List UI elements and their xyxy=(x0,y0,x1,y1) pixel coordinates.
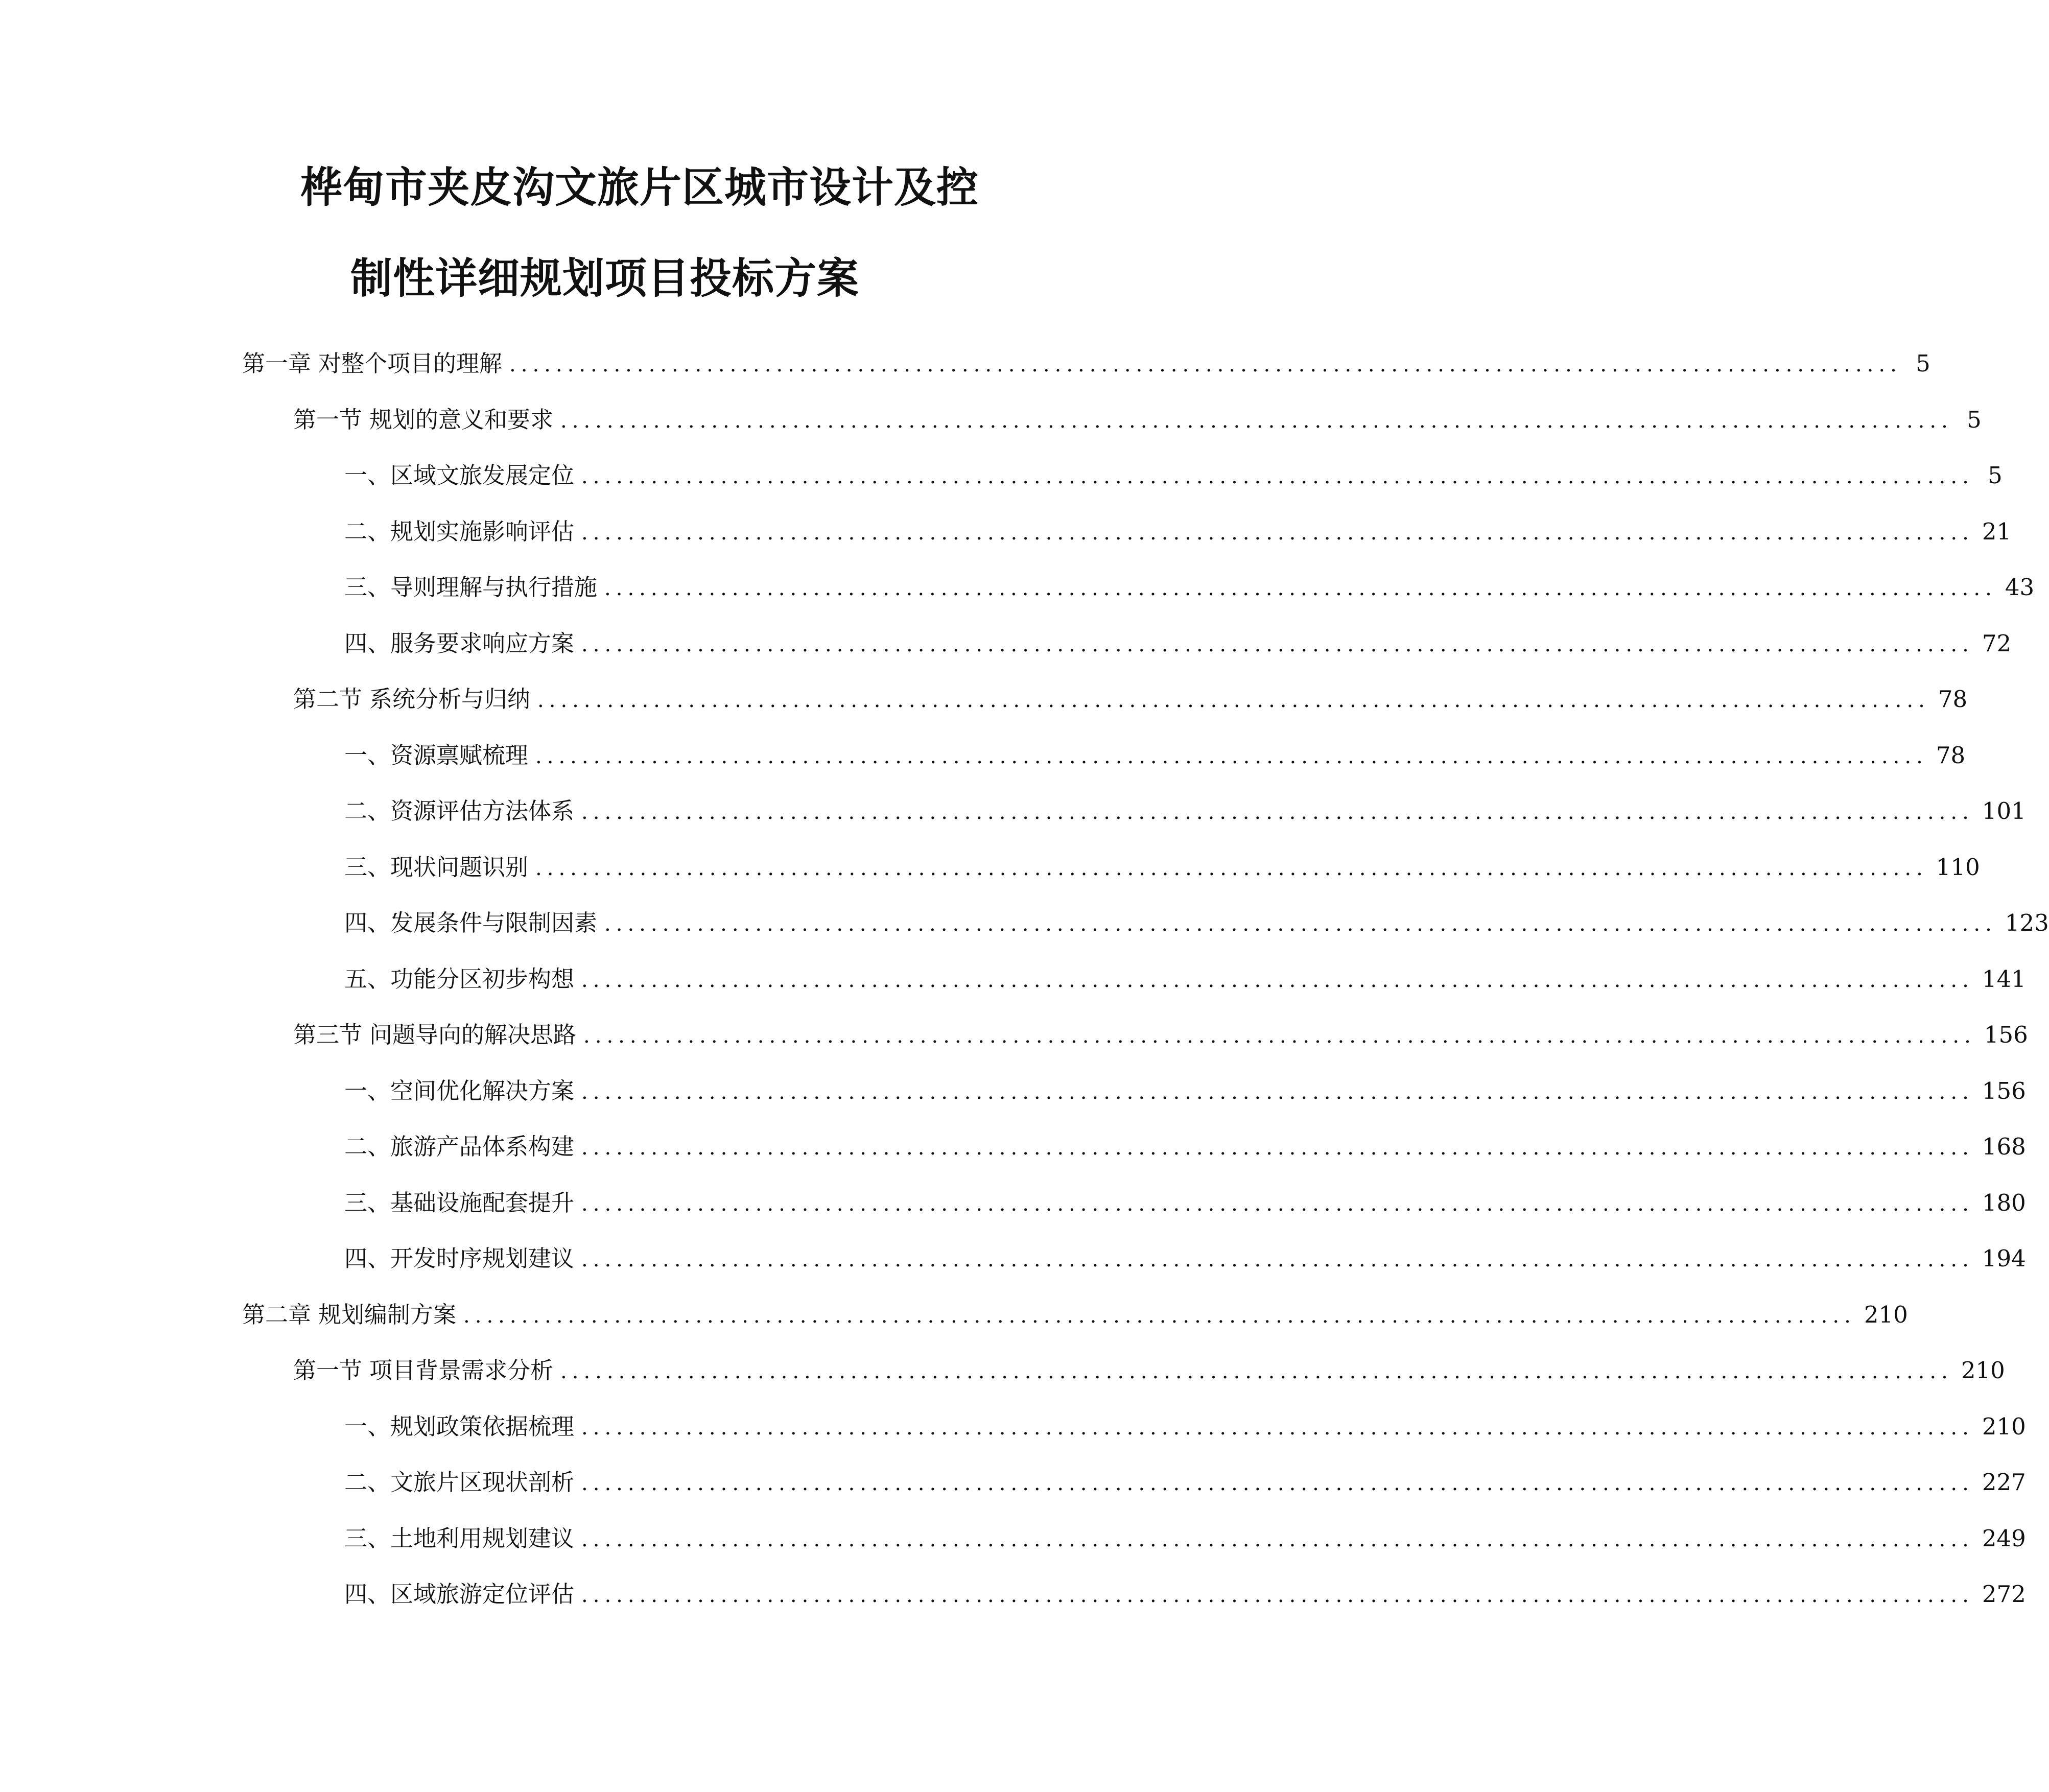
toc-entry[interactable] xyxy=(293,405,1982,435)
toc-entry-page-number: 272 xyxy=(1982,1581,2026,1608)
toc-entry[interactable] xyxy=(344,1411,2026,1442)
toc-entry-page-number: 110 xyxy=(1936,854,1980,881)
toc-entry-page-number: 249 xyxy=(1982,1525,2026,1552)
toc-entry[interactable] xyxy=(344,516,2012,547)
toc-entry-label: 空间优化解决方案 xyxy=(390,1077,575,1104)
toc-entry-page-number: 21 xyxy=(1982,518,2012,545)
toc-entry-page-number: 43 xyxy=(2005,574,2035,601)
toc-entry-page-number: 101 xyxy=(1982,797,2026,824)
document-title-line-2: 制性详细规划项目投标方案 xyxy=(350,254,860,303)
toc-dot-leader: ........................................................................................................................ xyxy=(535,857,1928,880)
toc-dot-leader: ........................................................................................................................ xyxy=(581,969,1974,992)
toc-entry-label: 规划编制方案 xyxy=(318,1301,457,1328)
toc-entry[interactable] xyxy=(344,964,2026,995)
toc-entry[interactable] xyxy=(344,572,2035,603)
toc-entry-label: 项目背景需求分析 xyxy=(369,1357,554,1384)
toc-entry-number: 一、 xyxy=(344,462,391,489)
toc-entry-label: 土地利用规划建议 xyxy=(390,1525,575,1552)
toc-entry-number: 一、 xyxy=(344,1077,391,1104)
toc-entry-label: 现状问题识别 xyxy=(390,854,529,881)
toc-entry[interactable] xyxy=(344,740,1966,771)
toc-dot-leader: ........................................................................................................................ xyxy=(581,1584,1974,1607)
toc-entry[interactable] xyxy=(344,1076,2026,1106)
toc-entry-page-number: 156 xyxy=(1984,1021,2028,1048)
toc-entry-page-number: 194 xyxy=(1982,1245,2026,1272)
toc-entry-number: 四、 xyxy=(344,909,391,936)
toc-entry-label: 区域旅游定位评估 xyxy=(390,1581,575,1608)
toc-dot-leader: ........................................................................................................................ xyxy=(581,1136,1974,1160)
toc-entry-page-number: 123 xyxy=(2005,909,2049,936)
toc-entry[interactable] xyxy=(293,684,1968,715)
toc-dot-leader: ........................................................................................................................ xyxy=(537,689,1930,712)
toc-entry-label: 对整个项目的理解 xyxy=(318,350,503,377)
toc-entry-label: 规划政策依据梳理 xyxy=(390,1413,575,1440)
toc-entry-page-number: 180 xyxy=(1982,1189,2026,1216)
toc-entry-label: 区域文旅发展定位 xyxy=(390,462,575,489)
toc-dot-leader: ........................................................................................................................ xyxy=(581,1528,1974,1551)
toc-entry-number: 第二章 xyxy=(242,1301,312,1328)
toc-entry-page-number: 210 xyxy=(1961,1357,2005,1384)
toc-entry-page-number: 210 xyxy=(1864,1301,1908,1328)
toc-dot-leader: ........................................................................................................................ xyxy=(581,1472,1974,1495)
toc-entry-number: 第一节 xyxy=(293,1357,363,1384)
toc-entry-page-number: 5 xyxy=(1967,406,1982,433)
toc-entry-label: 规划的意义和要求 xyxy=(369,406,554,433)
toc-entry-number: 第一节 xyxy=(293,406,363,433)
toc-dot-leader: ........................................................................................................................ xyxy=(581,1080,1974,1104)
toc-entry-page-number: 5 xyxy=(1988,462,2003,489)
toc-entry-page-number: 5 xyxy=(1916,350,1930,377)
toc-entry-page-number: 210 xyxy=(1982,1413,2026,1440)
toc-entry-page-number: 78 xyxy=(1938,686,1968,713)
toc-entry[interactable] xyxy=(242,348,1930,379)
toc-entry-page-number: 227 xyxy=(1982,1469,2026,1496)
toc-entry-number: 二、 xyxy=(344,1469,391,1496)
toc-dot-leader: ........................................................................................................................ xyxy=(581,521,1974,545)
toc-entry[interactable] xyxy=(344,908,2049,938)
toc-entry-label: 功能分区初步构想 xyxy=(390,965,575,993)
toc-entry-number: 二、 xyxy=(344,1133,391,1160)
toc-dot-leader: ........................................................................................................................ xyxy=(581,1416,1974,1440)
toc-dot-leader: ........................................................................................................................ xyxy=(535,745,1928,768)
toc-entry-label: 服务要求响应方案 xyxy=(390,630,575,657)
toc-dot-leader: ........................................................................................................................ xyxy=(560,1360,1953,1383)
toc-entry-label: 规划实施影响评估 xyxy=(390,518,575,545)
toc-entry-label: 基础设施配套提升 xyxy=(390,1189,575,1216)
toc-entry[interactable] xyxy=(293,1020,2028,1050)
toc-entry-number: 四、 xyxy=(344,630,391,657)
toc-entry-number: 四、 xyxy=(344,1245,391,1272)
toc-entry[interactable] xyxy=(344,796,2026,827)
toc-entry-number: 三、 xyxy=(344,574,391,601)
toc-entry-number: 三、 xyxy=(344,1525,391,1552)
document-title-line-1: 桦甸市夹皮沟文旅片区城市设计及控 xyxy=(300,163,979,212)
toc-dot-leader: ........................................................................................................................ xyxy=(581,800,1974,824)
toc-entry-number: 一、 xyxy=(344,1413,391,1440)
toc-entry-label: 问题导向的解决思路 xyxy=(369,1021,577,1048)
toc-entry-label: 资源禀赋梳理 xyxy=(390,742,529,769)
toc-entry-number: 第二节 xyxy=(293,686,363,713)
toc-entry[interactable] xyxy=(344,1188,2026,1218)
toc-entry-number: 四、 xyxy=(344,1581,391,1608)
toc-entry[interactable] xyxy=(344,1243,2026,1274)
toc-dot-leader: ........................................................................................................................ xyxy=(581,1248,1974,1271)
toc-entry-label: 资源评估方法体系 xyxy=(390,797,575,824)
toc-entry[interactable] xyxy=(344,460,2003,491)
toc-dot-leader: ........................................................................................................................ xyxy=(604,912,1997,936)
toc-entry-label: 导则理解与执行措施 xyxy=(390,574,598,601)
toc-dot-leader: ........................................................................................................................ xyxy=(581,465,1974,488)
toc-entry-number: 三、 xyxy=(344,854,391,881)
toc-entry-label: 文旅片区现状剖析 xyxy=(390,1469,575,1496)
toc-dot-leader: ........................................................................................................................ xyxy=(509,353,1902,376)
toc-entry[interactable] xyxy=(344,1523,2026,1554)
toc-dot-leader: ........................................................................................................................ xyxy=(581,633,1974,656)
toc-entry-number: 一、 xyxy=(344,742,391,769)
toc-entry[interactable] xyxy=(242,1300,1908,1330)
toc-entry-number: 二、 xyxy=(344,518,391,545)
toc-entry-page-number: 78 xyxy=(1936,742,1966,769)
toc-entry-label: 系统分析与归纳 xyxy=(369,686,531,713)
toc-entry[interactable] xyxy=(344,852,1980,883)
toc-dot-leader: ........................................................................................................................ xyxy=(581,1192,1974,1216)
toc-entry[interactable] xyxy=(344,1579,2026,1610)
toc-entry-number: 二、 xyxy=(344,797,391,824)
toc-dot-leader: ........................................................................................................................ xyxy=(604,577,1997,600)
toc-entry-page-number: 72 xyxy=(1982,630,2012,657)
toc-entry-label: 旅游产品体系构建 xyxy=(390,1133,575,1160)
toc-entry[interactable] xyxy=(293,1355,2005,1386)
toc-entry-page-number: 141 xyxy=(1982,965,2026,993)
toc-entry-page-number: 156 xyxy=(1982,1077,2026,1104)
toc-entry[interactable] xyxy=(344,1131,2026,1162)
toc-entry[interactable] xyxy=(344,628,2012,659)
toc-entry-label: 开发时序规划建议 xyxy=(390,1245,575,1272)
toc-dot-leader: ........................................................................................................................ xyxy=(583,1024,1976,1048)
toc-dot-leader: ........................................................................................................................ xyxy=(463,1304,1856,1328)
toc-dot-leader: ........................................................................................................................ xyxy=(560,409,1953,433)
toc-entry-page-number: 168 xyxy=(1982,1133,2026,1160)
toc-entry[interactable] xyxy=(344,1467,2026,1498)
toc-entry-number: 第三节 xyxy=(293,1021,363,1048)
toc-entry-number: 五、 xyxy=(344,965,391,993)
toc-entry-label: 发展条件与限制因素 xyxy=(390,909,598,936)
toc-entry-number: 第一章 xyxy=(242,350,312,377)
toc-entry-number: 三、 xyxy=(344,1189,391,1216)
